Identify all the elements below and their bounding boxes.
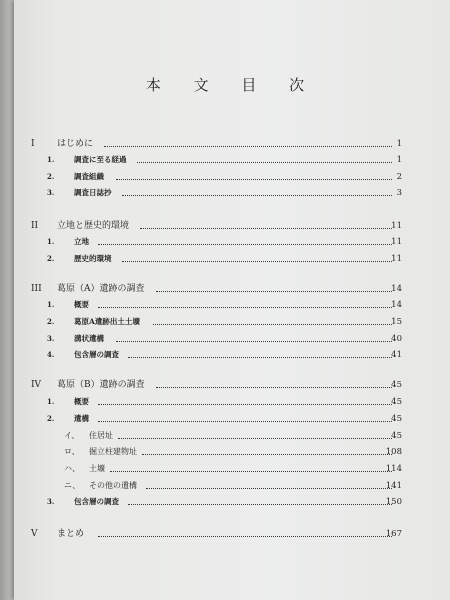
toc-entry-label: 掘立柱建物址 [89,447,137,456]
toc-entry [0,348,450,362]
leader-dots [104,137,392,147]
toc-entry-number: IV [31,380,42,390]
page-title: 本 文 目 次 [145,76,319,94]
toc-entry [0,378,450,392]
toc-entry-number: III [31,284,42,294]
toc-entry-number: 3. [47,497,55,506]
toc-entry-label: 住居址 [89,431,113,440]
toc-entry-number: 1. [47,300,55,309]
toc-entry-page: 114 [385,464,402,474]
toc-entry-page: 14 [391,284,402,294]
toc-entry-page: 141 [385,481,402,491]
toc-entry-page: 40 [391,334,402,344]
leader-dots [122,252,392,262]
leader-dots [98,235,392,245]
toc-entry-label: 概要 [74,397,89,406]
toc-entry [0,252,450,266]
toc-entry [0,282,450,296]
toc-entry-number: 2. [47,414,55,423]
toc-entry-label: 溝状遺構 [74,334,104,343]
leader-dots [98,298,392,308]
toc-entry [0,395,450,409]
toc-entry [0,235,450,249]
toc-entry-label: 調査に至る経過 [74,155,127,164]
toc-entry-page: 41 [391,350,402,360]
toc-entry-number: 1. [47,237,55,246]
toc-entry-label: 葛原A遺跡出土土壙 [74,317,140,326]
toc-entry-label: 調査組織 [74,172,104,181]
toc-entry [0,315,450,329]
leader-dots [140,219,392,229]
toc-entry-label: まとめ [57,529,85,539]
toc-entry [0,153,450,167]
toc-entry-number: イ、 [64,431,80,440]
toc-entry-number: ロ、 [64,447,80,456]
leader-dots [146,479,392,489]
leader-dots [153,315,392,325]
toc-entry-label: はじめに [57,139,94,149]
toc-entry-number: 1. [47,397,55,406]
toc-entry-label: その他の遺構 [89,481,137,490]
toc-entry-page: 45 [391,431,402,441]
toc-entry-page: 11 [391,254,402,264]
toc-entry-page: 167 [385,529,402,539]
toc-entry-page: 45 [391,414,402,424]
toc-entry [0,429,450,443]
leader-dots [122,186,392,196]
toc-entry-label: 土壙 [89,464,105,473]
toc-entry [0,186,450,200]
toc-entry-page: 1 [396,155,402,165]
leader-dots [156,282,392,292]
toc-entry-label: 遺構 [74,414,89,423]
toc-entry-label: 歴史的環境 [74,254,112,263]
toc-entry-page: 11 [391,221,402,231]
leader-dots [98,395,392,405]
toc-entry-page: 1 [396,139,402,149]
leader-dots [98,412,392,422]
leader-dots [137,153,392,163]
toc-entry [0,445,450,459]
toc-entry-page: 15 [391,317,402,327]
toc-entry-number: 1. [47,155,55,164]
leader-dots [128,348,392,358]
toc-entry-page: 45 [391,397,402,407]
leader-dots [116,170,392,180]
leader-dots [128,495,392,505]
toc-entry-number: II [31,221,39,231]
toc-entry-label: 立地 [74,237,89,246]
toc-entry-number: 4. [47,350,55,359]
toc-entry-label: 葛原（A）遺跡の調査 [57,284,145,294]
toc-entry-number: 3. [47,188,55,197]
toc-entry-number: 3. [47,334,55,343]
toc-entry-page: 45 [391,380,402,390]
toc-entry [0,332,450,346]
toc-entry [0,527,450,541]
toc-entry-page: 3 [396,188,402,198]
leader-dots [118,429,392,439]
toc-entry-label: 包含層の調査 [74,497,119,506]
toc-entry [0,137,450,151]
toc-entry-label: 包含層の調査 [74,350,119,359]
toc-entry-number: ハ、 [64,464,80,473]
toc-entry-number: I [31,139,35,149]
toc-entry-page: 11 [391,237,402,247]
toc-entry-page: 108 [385,447,402,457]
toc-entry-number: 2. [47,254,55,263]
leader-dots [98,527,392,537]
toc-entry [0,170,450,184]
toc-entry [0,479,450,493]
toc-entry-number: 2. [47,172,55,181]
toc-entry [0,412,450,426]
toc-entry-number: V [31,529,38,539]
toc-entry-page: 2 [396,172,402,182]
toc-entry-number: 2. [47,317,55,326]
toc-entry-label: 葛原（B）遺跡の調査 [57,380,145,390]
toc-entry-page: 14 [391,300,402,310]
toc-entry-label: 調査日誌抄 [74,188,112,197]
leader-dots [142,445,392,455]
toc-entry-page: 150 [385,497,402,507]
leader-dots [110,462,392,472]
toc-entry-number: ニ、 [64,481,81,490]
toc-entry [0,298,450,312]
leader-dots [116,332,392,342]
toc-entry-label: 概要 [74,300,89,309]
toc-entry [0,219,450,233]
toc-entry [0,462,450,476]
toc-entry [0,495,450,509]
leader-dots [156,378,392,388]
toc-entry-label: 立地と歴史的環境 [57,221,130,231]
